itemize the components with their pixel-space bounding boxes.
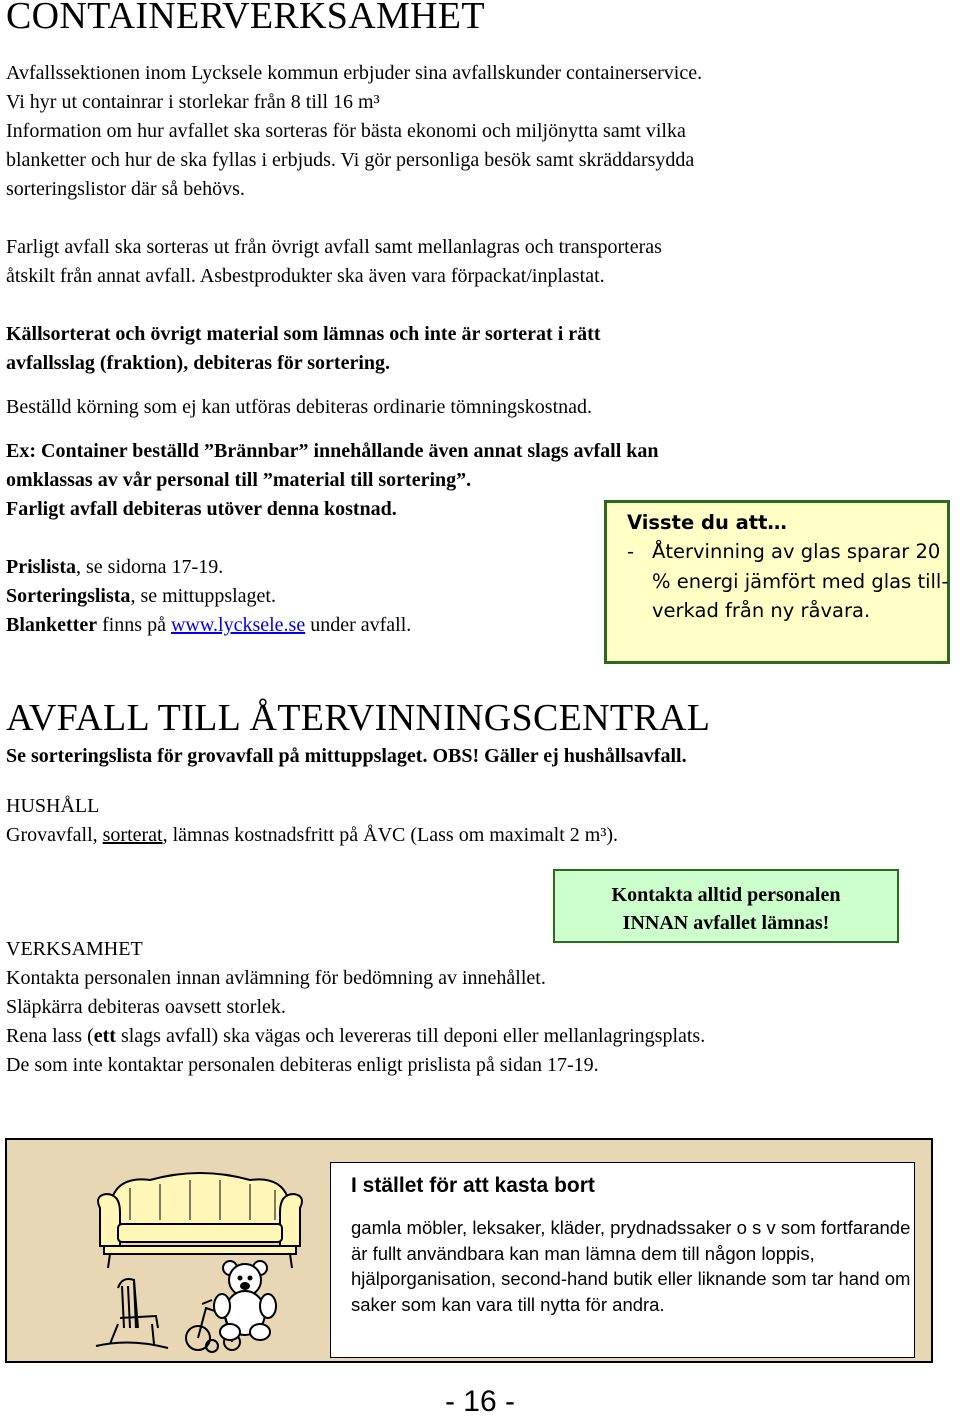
verksamhet-line [6, 1022, 705, 1051]
website-link[interactable]: www.lycksele.se [170, 614, 306, 636]
furniture-toys-illustration [90, 1168, 330, 1358]
intro-line: Information om hur avfallet ska sorteras för bästa ekonomi och miljönytta samt vilka [6, 120, 686, 142]
contact-staff-notice [553, 869, 899, 943]
verksamhet-line: Kontakta personalen innan avlämning för bedömning av innehållet. [6, 967, 546, 989]
verksamhet-heading: VERKSAMHET [6, 938, 143, 960]
ref-sortering-label: Sorteringslista [6, 585, 131, 607]
verksamhet-line: Släpkärra debiteras oavsett storlek. [6, 996, 286, 1018]
ref-prislista [6, 553, 411, 582]
ref-blanketter-after: under avfall. [305, 614, 412, 636]
avc-subtitle: Se sorteringslista för grovavfall på mittuppslaget. OBS! Gäller ej hushållsavfall. [6, 745, 687, 767]
hazard-paragraph [6, 233, 662, 291]
hushall-heading: HUSHÅLL [6, 795, 100, 817]
intro-line: Avfallssektionen inom Lycksele kommun erbjuder sina avfallskunder containerservice. [6, 62, 703, 84]
reuse-tip-box [330, 1162, 915, 1358]
intro-line: blanketter och hur de ska fyllas i erbjuds. Vi gör personliga besök samt skräddarsydda [6, 149, 695, 171]
section-title-containerverksamhet: CONTAINERVERKSAMHET [6, 0, 485, 37]
ref-blanketter [6, 611, 411, 640]
hushall-text-pre: Grovavfall, [6, 824, 103, 846]
verksamhet-line: De som inte kontaktar personalen debiteras enligt prislista på sidan 17-19. [6, 1054, 599, 1076]
verksamhet-paragraph [6, 964, 705, 1080]
references [6, 553, 411, 640]
ordered-line: Beställd körning som ej kan utföras debiteras ordinarie tömningskostnad. [6, 396, 592, 418]
ref-sortering [6, 582, 411, 611]
verksamhet-line3-pre: Rena lass ( [6, 1025, 94, 1047]
sorted-line: avfallsslag (fraktion), debiteras för sortering. [6, 352, 391, 374]
sorted-paragraph [6, 320, 600, 378]
bullet-dash: - [627, 540, 635, 563]
ref-prislista-label: Prislista [6, 556, 76, 578]
hushall-text [6, 821, 618, 850]
section-title-avc: AVFALL TILL ÅTERVINNINGSCENTRAL [6, 697, 711, 739]
did-you-know-box [604, 500, 950, 664]
ref-blanketter-label: Blanketter [6, 614, 98, 636]
hushall-text-post: , lämnas kostnadsfritt på ÅVC (Lass om maximalt 2 m³). [162, 824, 618, 846]
contact-notice-line: INNAN avfallet lämnas! [622, 912, 830, 934]
hazard-line: åtskilt från annat avfall. Asbestprodukter ska även vara förpackat/inplastat. [6, 265, 605, 287]
ref-blanketter-text: finns på [97, 614, 171, 636]
reuse-tip-text: gamla möbler, leksaker, kläder, prydnadssaker o s v som fortfarande är fullt användbara kan man lämna dem till någon loppis, hjälporganisation, second-hand butik eller liknande som tar hand om saker som kan vara till nytta för andra. [351, 1217, 911, 1315]
intro-line: sorteringslistor där så behövs. [6, 178, 245, 200]
did-you-know-title: Visste du att… [627, 511, 787, 534]
intro-line: Vi hyr ut containrar i storlekar från 8 till 16 m³ [6, 91, 380, 113]
ref-sortering-text: , se mittuppslaget. [130, 585, 276, 607]
reuse-tip-title: I stället för att kasta bort [351, 1174, 595, 1197]
ref-prislista-text: , se sidorna 17-19. [76, 556, 224, 578]
teddy-bear-icon [214, 1261, 276, 1340]
sofa-icon [98, 1173, 302, 1268]
example-paragraph [6, 437, 659, 524]
hazard-line: Farligt avfall ska sorteras ut från övrigt avfall samt mellanlagras och transporteras [6, 236, 662, 258]
example-line: Ex: Container beställd ”Brännbar” innehållande även annat slags avfall kan [6, 440, 659, 462]
hushall-text-underlined: sorterat [102, 824, 163, 846]
example-line: omklassas av vår personal till ”material till sortering”. [6, 469, 472, 491]
example-line: Farligt avfall debiteras utöver denna kostnad. [6, 498, 397, 520]
did-you-know-text: Återvinning av glas sparar 20 % energi jämfört med glas till-verkad från ny råvara. [652, 540, 949, 622]
contact-notice-line: Kontakta alltid personalen [611, 884, 841, 906]
rocking-chair-icon [96, 1279, 168, 1348]
intro-paragraph [6, 59, 702, 204]
sorted-line: Källsorterat och övrigt material som lämnas och inte är sorterat i rätt [6, 323, 601, 345]
page-number: - 16 - [444, 1385, 516, 1418]
verksamhet-line3-bold: ett [93, 1025, 116, 1047]
verksamhet-line3-post: slags avfall) ska vägas och levereras till deponi eller mellanlagringsplats. [115, 1025, 706, 1047]
